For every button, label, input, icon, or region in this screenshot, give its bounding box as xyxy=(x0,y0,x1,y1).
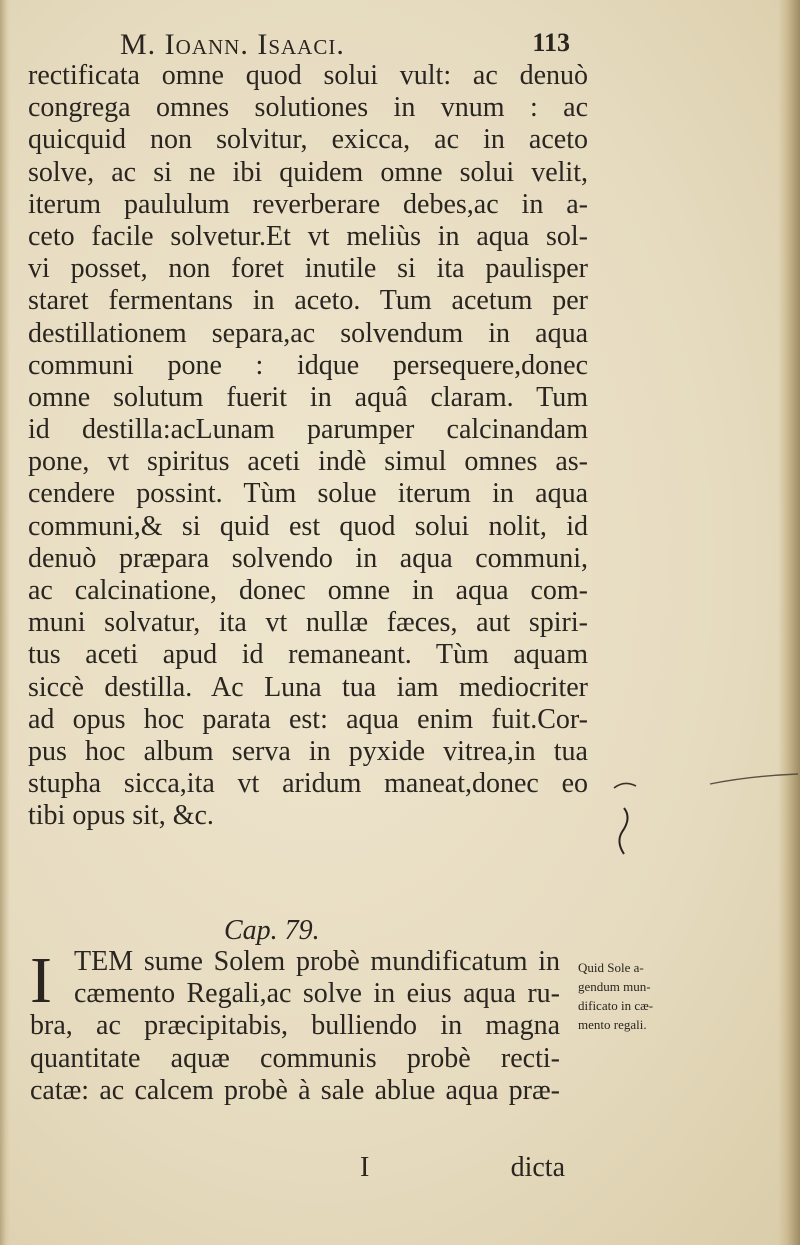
text-line: quantitate aquæ communis probè recti- xyxy=(30,1042,560,1074)
text-line: solve, ac si ne ibi quidem omne solui velit, xyxy=(28,156,588,188)
text-line: stupha sicca,ita vt aridum maneat,donec eo xyxy=(28,768,588,800)
text-line: iterum paululum reverberare debes,ac in a- xyxy=(28,188,588,220)
text-line: TEM sume Solem probè mundificatum in xyxy=(74,946,560,977)
margin-note-line: dificato in cæ- xyxy=(578,998,654,1013)
catchword: dicta xyxy=(510,1152,565,1183)
text-line: omne solutum fuerit in aquâ claram. Tum xyxy=(28,381,588,413)
text-line: quicquid non solvitur, exicca, ac in aceto xyxy=(28,124,588,156)
margin-note-line: gendum mun- xyxy=(578,979,651,994)
text-line: bra, ac præcipitabis, bulliendo in magna xyxy=(30,1010,560,1042)
page-number: 113 xyxy=(532,28,570,57)
drop-initial: I xyxy=(30,944,52,1017)
running-head: M. Ioann. Isaaci. xyxy=(120,28,345,61)
text-line: ad opus hoc parata est: aqua enim fuit.Cor- xyxy=(28,703,588,735)
text-line: communi pone : idque persequere,donec xyxy=(28,349,588,381)
text-line: rectificata omne quod solui vult: ac denuò xyxy=(28,60,588,91)
text-line: staret fermentans in aceto. Tum acetum per xyxy=(28,285,588,317)
text-line: pone, vt spiritus aceti indè simul omnes as- xyxy=(28,446,588,478)
main-text-block xyxy=(28,60,588,833)
text-line: tus aceti apud id remaneant. Tùm aquam xyxy=(28,639,588,671)
text-line: denuò præpara solvendo in aqua communi, xyxy=(28,542,588,574)
text-line: muni solvatur, ita vt nullæ fæces, aut spiri- xyxy=(28,607,588,639)
text-line: destillationem separa,ac solvendum in aqua xyxy=(28,317,588,349)
margin-note xyxy=(578,958,708,1034)
text-line: communi,& si quid est quod solui nolit, id xyxy=(28,510,588,542)
binding-gutter xyxy=(0,0,10,1245)
page-footer xyxy=(360,1152,565,1186)
text-line: cendere possint. Tùm solue iterum in aqua xyxy=(28,478,588,510)
page-edge-shadow xyxy=(778,0,800,1245)
text-line: ac calcinatione, donec omne in aqua com- xyxy=(28,575,588,606)
text-line: siccè destilla. Ac Luna tua iam mediocriter xyxy=(28,671,588,703)
text-line: catæ: ac calcem probè à sale ablue aqua præ- xyxy=(30,1074,560,1106)
text-line: cæmento Regali,ac solve in eius aqua ru- xyxy=(74,978,560,1010)
margin-ink-marks xyxy=(590,770,800,880)
signature-mark: I xyxy=(360,1152,370,1183)
margin-note-line: Quid Sole a- xyxy=(578,960,644,975)
text-line: id destilla:acLunam parumper calcinandam xyxy=(28,414,588,446)
text-line: tibi opus sit, &c. xyxy=(28,800,214,832)
chapter-text-block xyxy=(30,946,560,1107)
chapter-heading: Cap. 79. xyxy=(224,915,320,946)
text-line: congrega omnes solutiones in vnum : ac xyxy=(28,92,588,124)
text-line: ceto facile solvetur.Et vt meliùs in aqua sol- xyxy=(28,220,588,252)
text-line: pus hoc album serva in pyxide vitrea,in tua xyxy=(28,735,588,767)
margin-note-line: mento regali. xyxy=(578,1017,647,1032)
text-line: vi posset, non foret inutile si ita paulisper xyxy=(28,253,588,285)
